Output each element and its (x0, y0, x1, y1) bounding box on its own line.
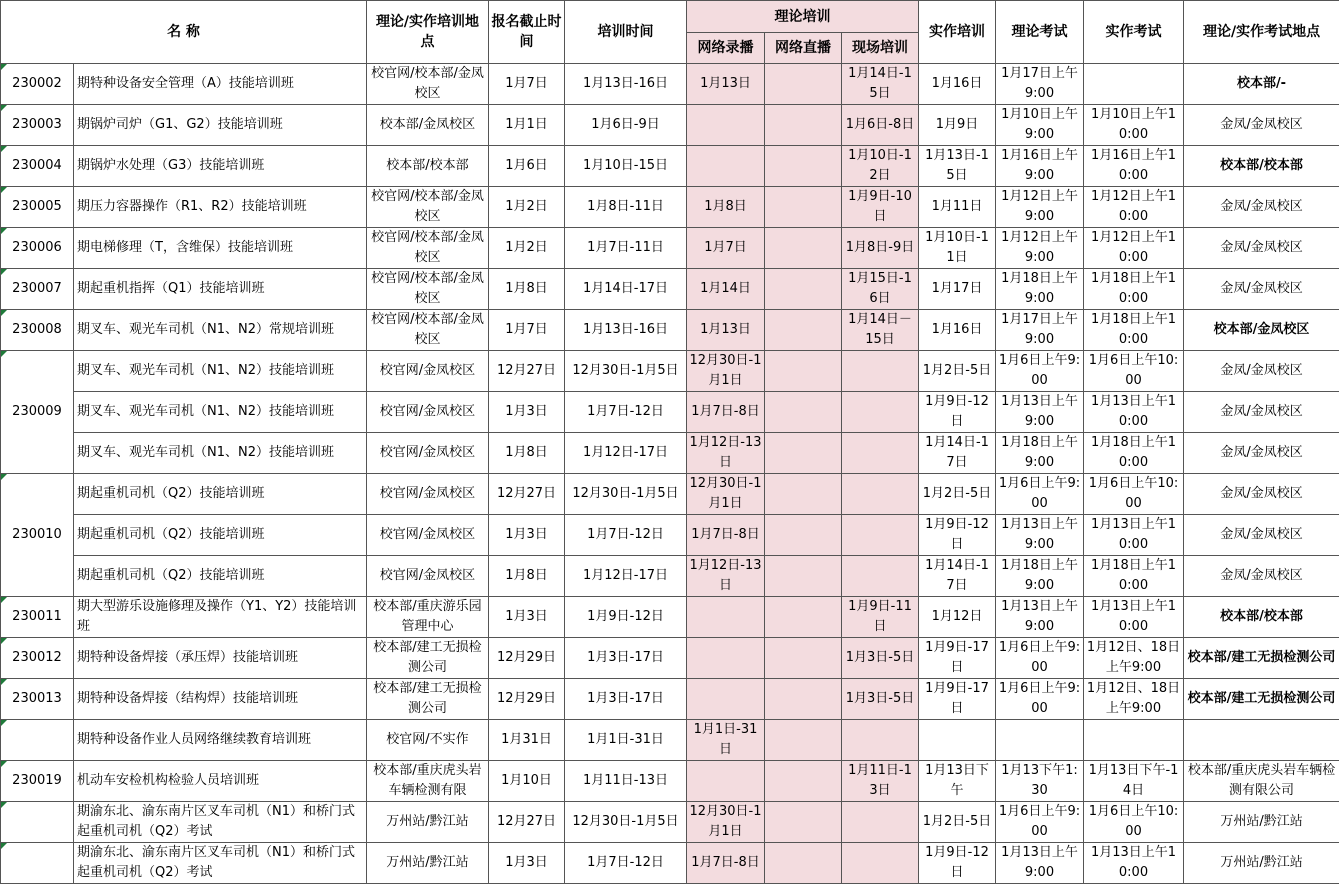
practical-training: 1月16日 (919, 64, 996, 105)
class-code (1, 761, 74, 802)
theory-exam: 1月13日上午9:00 (996, 597, 1084, 638)
practical-exam: 1月6日上午10:00 (1084, 474, 1184, 515)
theory-exam: 1月6日上午9:00 (996, 802, 1084, 843)
table-row (1, 638, 1339, 679)
deadline: 1月3日 (489, 597, 565, 638)
course-name: 期起重机司机（Q2）技能培训班 (74, 556, 367, 597)
theory-exam: 1月6日上午9:00 (996, 474, 1084, 515)
practical-training: 1月14日-17日 (919, 556, 996, 597)
training-location: 校本部/重庆游乐园管理中心 (367, 597, 489, 638)
course-name: 期大型游乐设施修理及操作（Y1、Y2）技能培训班 (74, 597, 367, 638)
class-code (1, 638, 74, 679)
practical-training: 1月9日-12日 (919, 392, 996, 433)
practical-exam: 1月12日上午10:00 (1084, 228, 1184, 269)
onsite-training: 1月3日-5日 (842, 679, 919, 720)
course-name: 期特种设备焊接（承压焊）技能培训班 (74, 638, 367, 679)
onsite-training: 1月11日-13日 (842, 761, 919, 802)
class-code-text: 230005 (12, 199, 62, 214)
online-recorded: 1月7日-8日 (687, 392, 765, 433)
onsite-training (842, 392, 919, 433)
training-location: 校官网/金凤校区 (367, 392, 489, 433)
training-time: 1月7日-12日 (565, 515, 687, 556)
header-onsite: 现场培训 (842, 33, 919, 64)
course-name: 期渝东北、渝东南片区叉车司机（N1）和桥门式起重机司机（Q2）考试 (74, 843, 367, 884)
deadline: 1月8日 (489, 269, 565, 310)
class-code (1, 474, 74, 597)
online-recorded: 1月12日-13日 (687, 556, 765, 597)
training-location: 校官网/校本部/金凤校区 (367, 310, 489, 351)
training-time: 12月30日-1月5日 (565, 351, 687, 392)
deadline: 1月8日 (489, 433, 565, 474)
onsite-training: 1月9日-10日 (842, 187, 919, 228)
onsite-training (842, 515, 919, 556)
deadline: 1月8日 (489, 556, 565, 597)
table-row (1, 474, 1339, 515)
practical-training: 1月14日-17日 (919, 433, 996, 474)
training-location: 校官网/校本部/金凤校区 (367, 228, 489, 269)
deadline: 1月10日 (489, 761, 565, 802)
online-live (765, 802, 842, 843)
training-time: 1月13日-16日 (565, 64, 687, 105)
training-time: 1月9日-12日 (565, 597, 687, 638)
header-name: 名 称 (1, 1, 367, 64)
practical-exam: 1月6日上午10:00 (1084, 802, 1184, 843)
practical-exam: 1月13日下午-14日 (1084, 761, 1184, 802)
class-code (1, 679, 74, 720)
header-theory-exam: 理论考试 (996, 1, 1084, 64)
online-recorded: 1月7日-8日 (687, 843, 765, 884)
class-code (1, 310, 74, 351)
cell-marker-icon (1, 720, 7, 726)
class-code (1, 228, 74, 269)
exam-location: 万州站/黔江站 (1184, 802, 1339, 843)
practical-exam: 1月18日上午10:00 (1084, 556, 1184, 597)
deadline: 12月29日 (489, 638, 565, 679)
training-location: 校官网/金凤校区 (367, 433, 489, 474)
practical-training: 1月13日下午 (919, 761, 996, 802)
online-recorded (687, 679, 765, 720)
training-time: 1月7日-11日 (565, 228, 687, 269)
training-location: 校官网/金凤校区 (367, 474, 489, 515)
theory-exam: 1月17日上午9:00 (996, 310, 1084, 351)
training-time: 1月12日-17日 (565, 433, 687, 474)
online-live (765, 351, 842, 392)
exam-location (1184, 720, 1339, 761)
online-recorded (687, 597, 765, 638)
practical-exam: 1月16日上午10:00 (1084, 146, 1184, 187)
training-time: 1月3日-17日 (565, 638, 687, 679)
header-practical-exam: 实作考试 (1084, 1, 1184, 64)
online-live (765, 310, 842, 351)
class-code-text: 230008 (12, 322, 62, 337)
training-location: 校官网/金凤校区 (367, 515, 489, 556)
training-location: 万州站/黔江站 (367, 802, 489, 843)
theory-exam: 1月6日上午9:00 (996, 638, 1084, 679)
table-row (1, 146, 1339, 187)
course-name: 期电梯修理（T，含维保）技能培训班 (74, 228, 367, 269)
table-body (1, 64, 1339, 884)
deadline: 1月1日 (489, 105, 565, 146)
class-code (1, 843, 74, 884)
training-time: 1月11日-13日 (565, 761, 687, 802)
training-time: 1月7日-12日 (565, 392, 687, 433)
online-recorded (687, 105, 765, 146)
onsite-training: 1月10日-12日 (842, 146, 919, 187)
table-row (1, 228, 1339, 269)
exam-location: 金凤/金凤校区 (1184, 515, 1339, 556)
theory-exam: 1月17日上午9:00 (996, 64, 1084, 105)
cell-marker-icon (1, 638, 7, 644)
onsite-training: 1月6日-8日 (842, 105, 919, 146)
practical-training: 1月2日-5日 (919, 802, 996, 843)
cell-marker-icon (1, 802, 7, 808)
practical-training: 1月9日-12日 (919, 515, 996, 556)
header-exam-location: 理论/实作考试地点 (1184, 1, 1339, 64)
theory-exam: 1月13日上午9:00 (996, 392, 1084, 433)
online-live (765, 392, 842, 433)
online-recorded: 1月12日-13日 (687, 433, 765, 474)
online-recorded: 1月1日-31日 (687, 720, 765, 761)
course-name: 期叉车、观光车司机（N1、N2）技能培训班 (74, 351, 367, 392)
practical-training: 1月12日 (919, 597, 996, 638)
exam-location: 校本部/建工无损检测公司 (1184, 679, 1339, 720)
online-recorded: 12月30日-1月1日 (687, 351, 765, 392)
deadline: 1月31日 (489, 720, 565, 761)
online-recorded (687, 146, 765, 187)
online-live (765, 556, 842, 597)
class-code-text: 230012 (12, 650, 62, 665)
online-live (765, 474, 842, 515)
table-row (1, 597, 1339, 638)
training-location: 校官网/金凤校区 (367, 556, 489, 597)
course-name: 期叉车、观光车司机（N1、N2）技能培训班 (74, 392, 367, 433)
cell-marker-icon (1, 761, 7, 767)
table-row (1, 269, 1339, 310)
theory-exam: 1月13日上午9:00 (996, 515, 1084, 556)
theory-exam: 1月18日上午9:00 (996, 433, 1084, 474)
online-live (765, 187, 842, 228)
training-time: 1月14日-17日 (565, 269, 687, 310)
class-code (1, 802, 74, 843)
exam-location: 校本部/建工无损检测公司 (1184, 638, 1339, 679)
online-live (765, 269, 842, 310)
onsite-training (842, 720, 919, 761)
deadline: 12月27日 (489, 474, 565, 515)
training-time: 1月7日-12日 (565, 843, 687, 884)
training-location: 校官网/校本部/金凤校区 (367, 64, 489, 105)
exam-location: 校本部/重庆虎头岩车辆检测有限公司 (1184, 761, 1339, 802)
exam-location: 金凤/金凤校区 (1184, 556, 1339, 597)
cell-marker-icon (1, 64, 7, 70)
header-location: 理论/实作培训地点 (367, 1, 489, 64)
cell-marker-icon (1, 474, 7, 480)
exam-location: 金凤/金凤校区 (1184, 433, 1339, 474)
practical-exam: 1月18日上午10:00 (1084, 433, 1184, 474)
practical-exam: 1月13日上午10:00 (1084, 515, 1184, 556)
training-time: 1月8日-11日 (565, 187, 687, 228)
online-live (765, 146, 842, 187)
exam-location: 金凤/金凤校区 (1184, 392, 1339, 433)
onsite-training (842, 433, 919, 474)
exam-location: 校本部/- (1184, 64, 1339, 105)
training-location: 校本部/建工无损检测公司 (367, 679, 489, 720)
course-name: 期特种设备焊接（结构焊）技能培训班 (74, 679, 367, 720)
class-code (1, 105, 74, 146)
exam-location: 校本部/校本部 (1184, 597, 1339, 638)
practical-exam: 1月13日上午10:00 (1084, 392, 1184, 433)
header-practical-train: 实作培训 (919, 1, 996, 64)
training-time: 1月10日-15日 (565, 146, 687, 187)
practical-training (919, 720, 996, 761)
practical-exam: 1月10日上午10:00 (1084, 105, 1184, 146)
exam-location: 金凤/金凤校区 (1184, 474, 1339, 515)
online-live (765, 761, 842, 802)
course-name: 期渝东北、渝东南片区叉车司机（N1）和桥门式起重机司机（Q2）考试 (74, 802, 367, 843)
theory-exam: 1月18日上午9:00 (996, 269, 1084, 310)
practical-training: 1月10日-11日 (919, 228, 996, 269)
table-row (1, 802, 1339, 843)
online-live (765, 597, 842, 638)
theory-exam: 1月16日上午9:00 (996, 146, 1084, 187)
exam-location: 金凤/金凤校区 (1184, 351, 1339, 392)
practical-training: 1月9日-17日 (919, 638, 996, 679)
online-recorded: 1月13日 (687, 310, 765, 351)
cell-marker-icon (1, 351, 7, 357)
course-name: 期叉车、观光车司机（N1、N2）技能培训班 (74, 433, 367, 474)
course-name: 期特种设备作业人员网络继续教育培训班 (74, 720, 367, 761)
practical-exam: 1月12日、18日上午9:00 (1084, 638, 1184, 679)
theory-exam: 1月13日上午9:00 (996, 843, 1084, 884)
header-theory-group: 理论培训 (687, 1, 919, 33)
course-name: 期叉车、观光车司机（N1、N2）常规培训班 (74, 310, 367, 351)
course-name: 期特种设备安全管理（A）技能培训班 (74, 64, 367, 105)
table-row (1, 392, 1339, 433)
class-code (1, 187, 74, 228)
class-code-text: 230002 (12, 76, 62, 91)
theory-exam: 1月6日上午9:00 (996, 679, 1084, 720)
online-recorded: 1月13日 (687, 64, 765, 105)
table-row (1, 556, 1339, 597)
practical-exam: 1月18日上午10:00 (1084, 269, 1184, 310)
onsite-training (842, 802, 919, 843)
theory-exam (996, 720, 1084, 761)
training-location: 校本部/建工无损检测公司 (367, 638, 489, 679)
table-row (1, 720, 1339, 761)
online-recorded: 1月7日-8日 (687, 515, 765, 556)
table-row (1, 310, 1339, 351)
onsite-training (842, 351, 919, 392)
course-name: 期起重机指挥（Q1）技能培训班 (74, 269, 367, 310)
header-online-live: 网络直播 (765, 33, 842, 64)
onsite-training: 1月14日－15日 (842, 310, 919, 351)
online-recorded (687, 761, 765, 802)
class-code-text: 230009 (12, 404, 62, 419)
header-online-recorded: 网络录播 (687, 33, 765, 64)
exam-location: 金凤/金凤校区 (1184, 187, 1339, 228)
table-row (1, 515, 1339, 556)
theory-exam: 1月12日上午9:00 (996, 228, 1084, 269)
table-row (1, 679, 1339, 720)
training-time: 1月13日-16日 (565, 310, 687, 351)
deadline: 12月27日 (489, 802, 565, 843)
practical-exam: 1月13日上午10:00 (1084, 843, 1184, 884)
training-location: 校官网/金凤校区 (367, 351, 489, 392)
deadline: 12月29日 (489, 679, 565, 720)
deadline: 1月3日 (489, 392, 565, 433)
practical-training: 1月9日 (919, 105, 996, 146)
deadline: 1月3日 (489, 843, 565, 884)
theory-exam: 1月13下午1:30 (996, 761, 1084, 802)
course-name: 期起重机司机（Q2）技能培训班 (74, 515, 367, 556)
class-code-text: 230004 (12, 158, 62, 173)
practical-exam: 1月18日上午10:00 (1084, 310, 1184, 351)
cell-marker-icon (1, 310, 7, 316)
table-row (1, 843, 1339, 884)
cell-marker-icon (1, 187, 7, 193)
practical-training: 1月11日 (919, 187, 996, 228)
class-code (1, 269, 74, 310)
course-name: 期压力容器操作（R1、R2）技能培训班 (74, 187, 367, 228)
online-recorded (687, 638, 765, 679)
header-deadline: 报名截止时间 (489, 1, 565, 64)
exam-location: 金凤/金凤校区 (1184, 269, 1339, 310)
training-location: 校本部/重庆虎头岩车辆检测有限 (367, 761, 489, 802)
onsite-training: 1月15日-16日 (842, 269, 919, 310)
class-code-text: 230003 (12, 117, 62, 132)
exam-location: 金凤/金凤校区 (1184, 105, 1339, 146)
class-code-text: 230006 (12, 240, 62, 255)
training-location: 万州站/黔江站 (367, 843, 489, 884)
practical-exam (1084, 720, 1184, 761)
online-live (765, 515, 842, 556)
table-row (1, 433, 1339, 474)
class-code (1, 351, 74, 474)
online-recorded: 1月7日 (687, 228, 765, 269)
class-code-text: 230007 (12, 281, 62, 296)
training-location: 校官网/校本部/金凤校区 (367, 187, 489, 228)
class-code (1, 146, 74, 187)
onsite-training: 1月3日-5日 (842, 638, 919, 679)
onsite-training: 1月9日-11日 (842, 597, 919, 638)
theory-exam: 1月18日上午9:00 (996, 556, 1084, 597)
class-code (1, 64, 74, 105)
course-name: 机动车安检机构检验人员培训班 (74, 761, 367, 802)
theory-exam: 1月12日上午9:00 (996, 187, 1084, 228)
cell-marker-icon (1, 597, 7, 603)
practical-exam: 1月12日上午10:00 (1084, 187, 1184, 228)
online-live (765, 843, 842, 884)
practical-training: 1月9日-17日 (919, 679, 996, 720)
practical-exam: 1月13日上午10:00 (1084, 597, 1184, 638)
practical-exam: 1月6日上午10:00 (1084, 351, 1184, 392)
cell-marker-icon (1, 146, 7, 152)
practical-training: 1月9日-12日 (919, 843, 996, 884)
training-time: 1月1日-31日 (565, 720, 687, 761)
course-name: 期锅炉司炉（G1、G2）技能培训班 (74, 105, 367, 146)
onsite-training: 1月14日-15日 (842, 64, 919, 105)
class-code (1, 597, 74, 638)
deadline: 1月3日 (489, 515, 565, 556)
training-location: 校官网/不实作 (367, 720, 489, 761)
class-code-text: 230019 (12, 773, 62, 788)
onsite-training (842, 556, 919, 597)
training-location: 校本部/校本部 (367, 146, 489, 187)
online-recorded: 12月30日-1月1日 (687, 474, 765, 515)
deadline: 1月6日 (489, 146, 565, 187)
online-live (765, 720, 842, 761)
training-time: 12月30日-1月5日 (565, 474, 687, 515)
online-recorded: 1月8日 (687, 187, 765, 228)
table-row (1, 351, 1339, 392)
cell-marker-icon (1, 679, 7, 685)
training-time: 1月6日-9日 (565, 105, 687, 146)
course-name: 期锅炉水处理（G3）技能培训班 (74, 146, 367, 187)
practical-training: 1月17日 (919, 269, 996, 310)
onsite-training (842, 843, 919, 884)
training-location: 校官网/校本部/金凤校区 (367, 269, 489, 310)
class-code (1, 720, 74, 761)
practical-training: 1月16日 (919, 310, 996, 351)
online-live (765, 228, 842, 269)
exam-location: 万州站/黔江站 (1184, 843, 1339, 884)
header-train-time: 培训时间 (565, 1, 687, 64)
class-code-text: 230010 (12, 527, 62, 542)
practical-exam: 1月12日、18日上午9:00 (1084, 679, 1184, 720)
onsite-training (842, 474, 919, 515)
practical-training: 1月2日-5日 (919, 351, 996, 392)
deadline: 12月27日 (489, 351, 565, 392)
cell-marker-icon (1, 843, 7, 849)
theory-exam: 1月10日上午9:00 (996, 105, 1084, 146)
training-location: 校本部/金凤校区 (367, 105, 489, 146)
deadline: 1月7日 (489, 310, 565, 351)
online-live (765, 433, 842, 474)
exam-location: 金凤/金凤校区 (1184, 228, 1339, 269)
exam-location: 校本部/校本部 (1184, 146, 1339, 187)
deadline: 1月2日 (489, 228, 565, 269)
online-live (765, 679, 842, 720)
course-name: 期起重机司机（Q2）技能培训班 (74, 474, 367, 515)
deadline: 1月7日 (489, 64, 565, 105)
online-live (765, 105, 842, 146)
cell-marker-icon (1, 228, 7, 234)
class-code-text: 230011 (12, 609, 62, 624)
online-recorded: 12月30日-1月1日 (687, 802, 765, 843)
table-row (1, 187, 1339, 228)
exam-location: 校本部/金凤校区 (1184, 310, 1339, 351)
onsite-training: 1月8日-9日 (842, 228, 919, 269)
table-row (1, 761, 1339, 802)
practical-training: 1月2日-5日 (919, 474, 996, 515)
table-row (1, 64, 1339, 105)
practical-training: 1月13日-15日 (919, 146, 996, 187)
online-recorded: 1月14日 (687, 269, 765, 310)
practical-exam (1084, 64, 1184, 105)
cell-marker-icon (1, 105, 7, 111)
training-time: 1月12日-17日 (565, 556, 687, 597)
training-time: 12月30日-1月5日 (565, 802, 687, 843)
online-live (765, 64, 842, 105)
theory-exam: 1月6日上午9:00 (996, 351, 1084, 392)
class-code-text: 230013 (12, 691, 62, 706)
table-row (1, 105, 1339, 146)
cell-marker-icon (1, 269, 7, 275)
training-time: 1月3日-17日 (565, 679, 687, 720)
deadline: 1月2日 (489, 187, 565, 228)
online-live (765, 638, 842, 679)
